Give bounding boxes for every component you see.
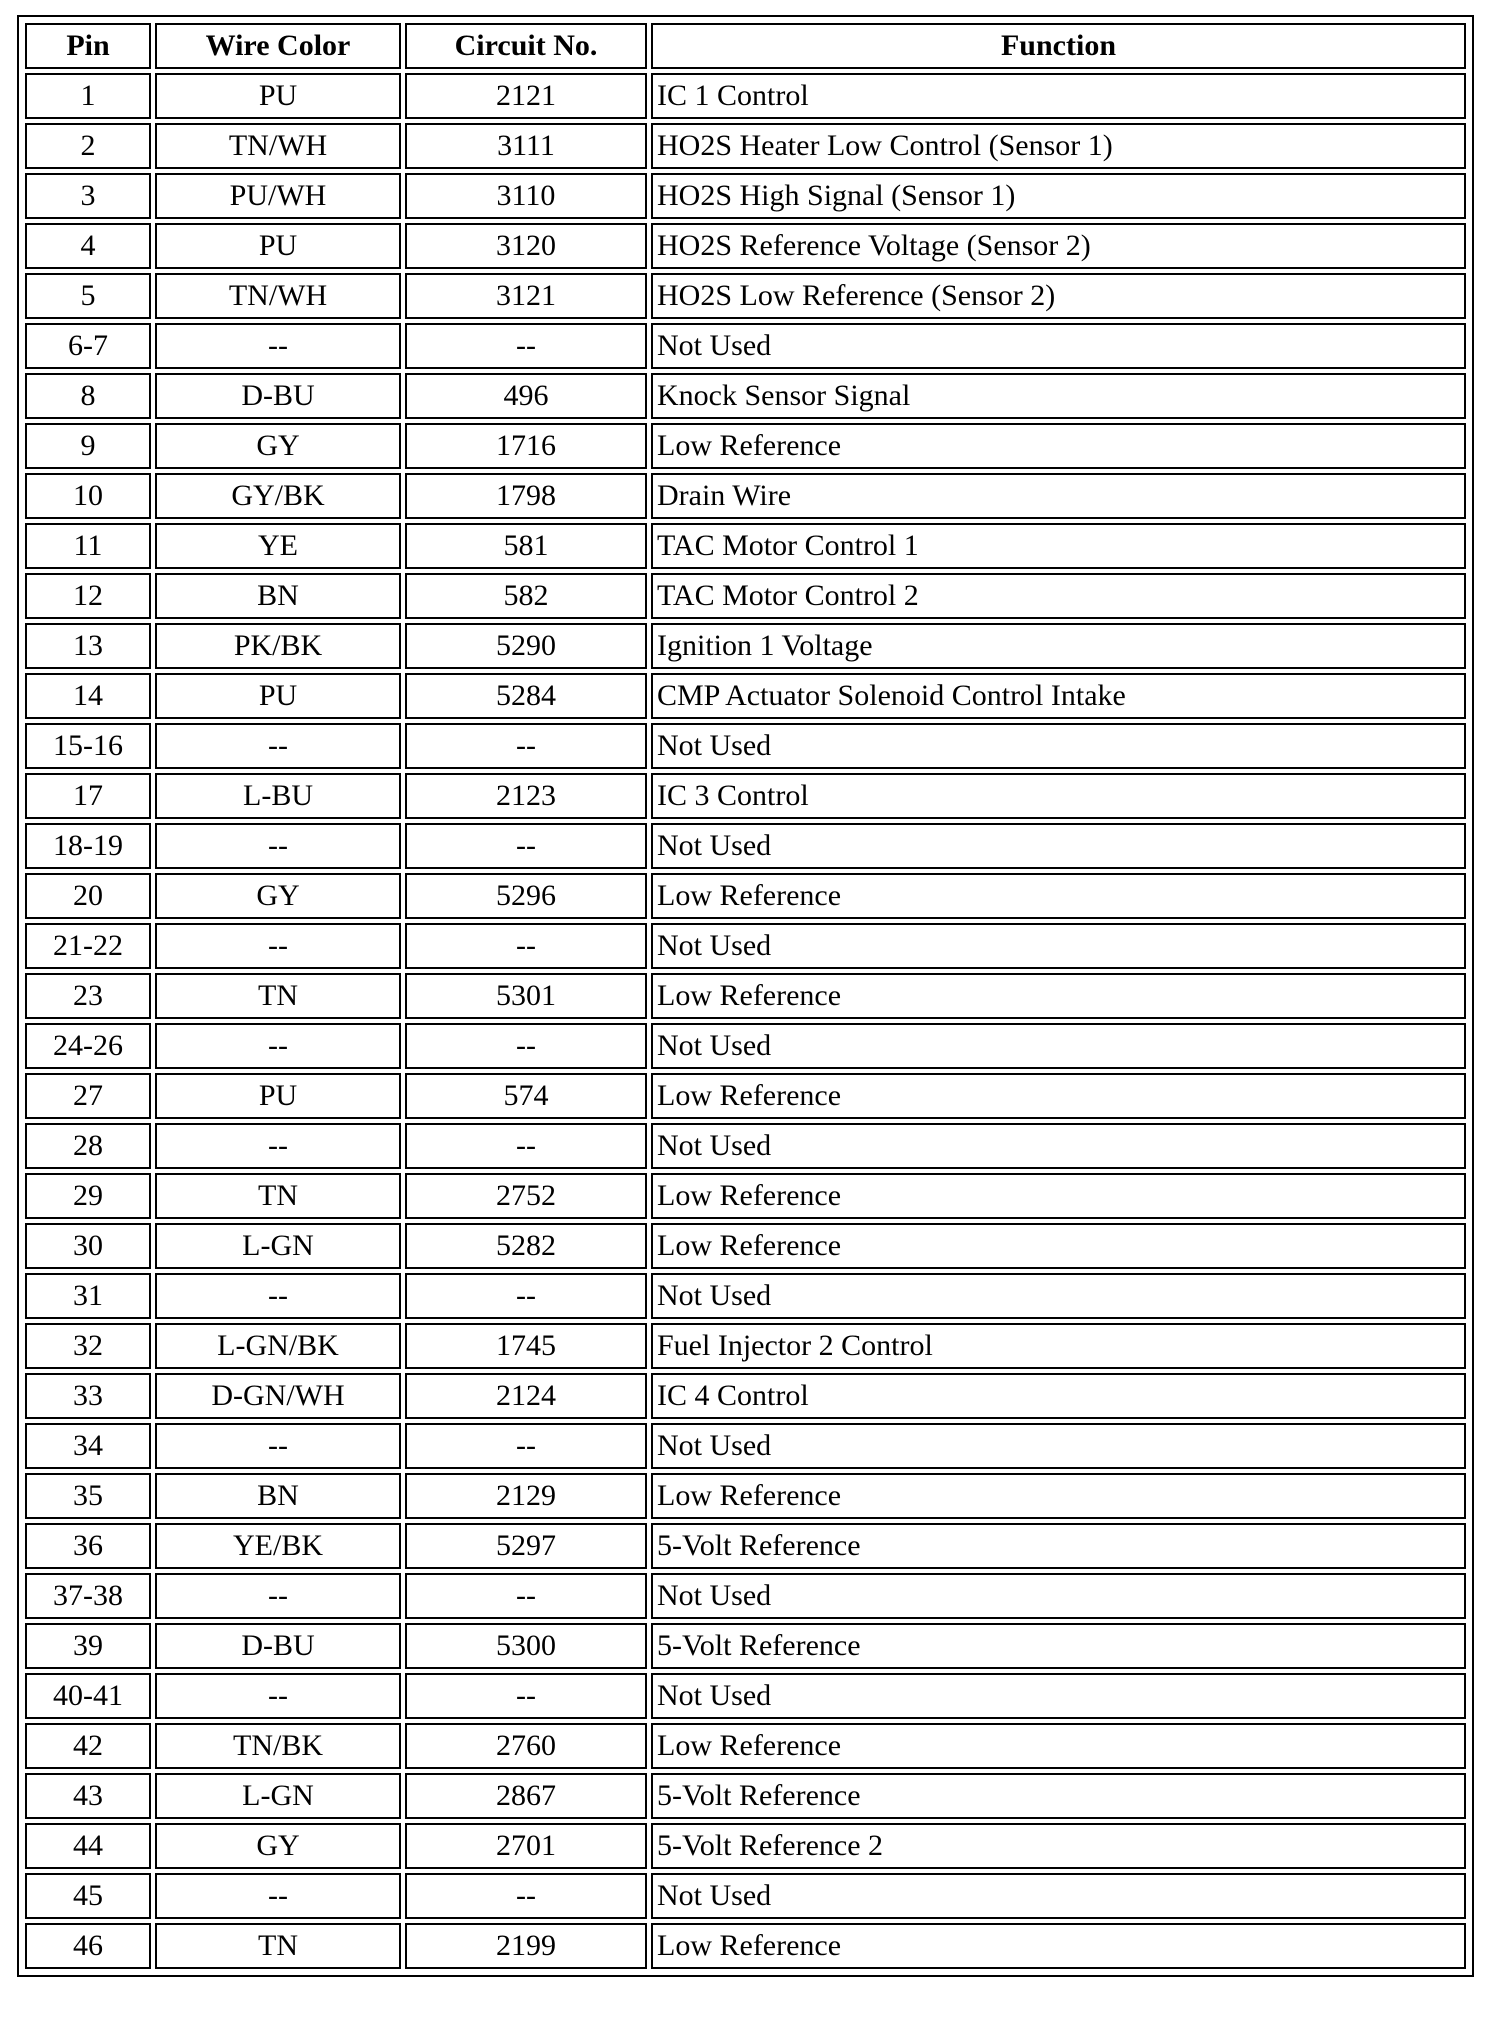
function-cell: Drain Wire [651, 473, 1466, 519]
function-cell: Low Reference [651, 973, 1466, 1019]
function-cell: TAC Motor Control 1 [651, 523, 1466, 569]
pin-cell: 44 [25, 1823, 151, 1869]
pin-cell: 28 [25, 1123, 151, 1169]
circuit-no-cell: 2701 [405, 1823, 647, 1869]
function-cell: Not Used [651, 323, 1466, 369]
function-cell: IC 4 Control [651, 1373, 1466, 1419]
table-row [25, 173, 1466, 219]
pin-cell: 35 [25, 1473, 151, 1519]
table-row [25, 373, 1466, 419]
pin-cell: 43 [25, 1773, 151, 1819]
wire-color-cell: PU [155, 673, 401, 719]
circuit-no-cell: 2199 [405, 1923, 647, 1969]
function-cell: Low Reference [651, 1723, 1466, 1769]
circuit-no-cell: 5282 [405, 1223, 647, 1269]
function-cell: 5-Volt Reference [651, 1523, 1466, 1569]
pin-cell: 36 [25, 1523, 151, 1569]
function-cell: Fuel Injector 2 Control [651, 1323, 1466, 1369]
circuit-no-cell: 1798 [405, 473, 647, 519]
circuit-no-cell: 3111 [405, 123, 647, 169]
pin-cell: 3 [25, 173, 151, 219]
header-function: Function [651, 23, 1466, 69]
function-cell: HO2S Heater Low Control (Sensor 1) [651, 123, 1466, 169]
table-row [25, 573, 1466, 619]
pin-cell: 39 [25, 1623, 151, 1669]
circuit-no-cell: 1716 [405, 423, 647, 469]
circuit-no-cell: 2760 [405, 1723, 647, 1769]
function-cell: TAC Motor Control 2 [651, 573, 1466, 619]
circuit-no-cell: -- [405, 923, 647, 969]
wire-color-cell: TN [155, 973, 401, 1019]
wire-color-cell: PU [155, 223, 401, 269]
pin-cell: 27 [25, 1073, 151, 1119]
table-row [25, 423, 1466, 469]
function-cell: 5-Volt Reference [651, 1773, 1466, 1819]
wire-color-cell: GY [155, 423, 401, 469]
pin-cell: 45 [25, 1873, 151, 1919]
wire-color-cell: D-GN/WH [155, 1373, 401, 1419]
wire-color-cell: PU [155, 73, 401, 119]
circuit-no-cell: -- [405, 1573, 647, 1619]
circuit-no-cell: 2867 [405, 1773, 647, 1819]
function-cell: Low Reference [651, 873, 1466, 919]
table-row [25, 623, 1466, 669]
pin-cell: 46 [25, 1923, 151, 1969]
table-row [25, 1223, 1466, 1269]
function-cell: Knock Sensor Signal [651, 373, 1466, 419]
pin-cell: 10 [25, 473, 151, 519]
wire-color-cell: -- [155, 1023, 401, 1069]
function-cell: Low Reference [651, 1923, 1466, 1969]
pin-cell: 14 [25, 673, 151, 719]
circuit-no-cell: -- [405, 323, 647, 369]
pin-cell: 23 [25, 973, 151, 1019]
pin-cell: 8 [25, 373, 151, 419]
wire-color-cell: L-GN [155, 1223, 401, 1269]
circuit-no-cell: -- [405, 1423, 647, 1469]
circuit-no-cell: 3120 [405, 223, 647, 269]
wire-color-cell: TN/BK [155, 1723, 401, 1769]
wire-color-cell: -- [155, 823, 401, 869]
function-cell: Not Used [651, 723, 1466, 769]
table-row [25, 1623, 1466, 1669]
wire-color-cell: TN [155, 1173, 401, 1219]
function-cell: IC 1 Control [651, 73, 1466, 119]
pin-cell: 29 [25, 1173, 151, 1219]
function-cell: Not Used [651, 1423, 1466, 1469]
wire-color-cell: D-BU [155, 373, 401, 419]
function-cell: Not Used [651, 1123, 1466, 1169]
table-row [25, 1373, 1466, 1419]
table-row [25, 223, 1466, 269]
circuit-no-cell: -- [405, 1673, 647, 1719]
table-row [25, 1923, 1466, 1969]
wire-color-cell: GY/BK [155, 473, 401, 519]
circuit-no-cell: 3110 [405, 173, 647, 219]
wire-color-cell: PK/BK [155, 623, 401, 669]
table-row [25, 73, 1466, 119]
table-row [25, 1573, 1466, 1619]
table-row [25, 873, 1466, 919]
circuit-no-cell: 574 [405, 1073, 647, 1119]
wire-color-cell: -- [155, 923, 401, 969]
wire-color-cell: TN/WH [155, 273, 401, 319]
wire-color-cell: L-GN [155, 1773, 401, 1819]
wire-color-cell: -- [155, 323, 401, 369]
circuit-no-cell: 496 [405, 373, 647, 419]
circuit-no-cell: 5290 [405, 623, 647, 669]
pin-cell: 12 [25, 573, 151, 619]
circuit-no-cell: -- [405, 1873, 647, 1919]
wire-color-cell: D-BU [155, 1623, 401, 1669]
table-row [25, 1273, 1466, 1319]
circuit-no-cell: -- [405, 723, 647, 769]
circuit-no-cell: 5301 [405, 973, 647, 1019]
pin-cell: 13 [25, 623, 151, 669]
circuit-no-cell: 2121 [405, 73, 647, 119]
pin-cell: 18-19 [25, 823, 151, 869]
wire-color-cell: -- [155, 723, 401, 769]
pin-cell: 4 [25, 223, 151, 269]
header-circuit-no: Circuit No. [405, 23, 647, 69]
wire-color-cell: PU [155, 1073, 401, 1119]
function-cell: Ignition 1 Voltage [651, 623, 1466, 669]
wire-color-cell: -- [155, 1423, 401, 1469]
circuit-no-cell: 1745 [405, 1323, 647, 1369]
pin-cell: 5 [25, 273, 151, 319]
function-cell: Not Used [651, 1873, 1466, 1919]
pin-cell: 1 [25, 73, 151, 119]
circuit-no-cell: -- [405, 823, 647, 869]
function-cell: HO2S Reference Voltage (Sensor 2) [651, 223, 1466, 269]
pin-cell: 17 [25, 773, 151, 819]
circuit-no-cell: -- [405, 1023, 647, 1069]
circuit-no-cell: -- [405, 1123, 647, 1169]
function-cell: Low Reference [651, 423, 1466, 469]
wire-color-cell: -- [155, 1123, 401, 1169]
pin-cell: 9 [25, 423, 151, 469]
pin-cell: 2 [25, 123, 151, 169]
table-row [25, 1823, 1466, 1869]
table-row [25, 1323, 1466, 1369]
wire-color-cell: YE [155, 523, 401, 569]
wire-color-cell: L-BU [155, 773, 401, 819]
circuit-no-cell: 5296 [405, 873, 647, 919]
pin-cell: 20 [25, 873, 151, 919]
wire-color-cell: BN [155, 573, 401, 619]
table-row [25, 1773, 1466, 1819]
pin-cell: 42 [25, 1723, 151, 1769]
table-row [25, 1073, 1466, 1119]
table-row [25, 1523, 1466, 1569]
circuit-no-cell: 5300 [405, 1623, 647, 1669]
table-body [25, 73, 1466, 1969]
wire-color-cell: BN [155, 1473, 401, 1519]
function-cell: Not Used [651, 1273, 1466, 1319]
function-cell: Low Reference [651, 1173, 1466, 1219]
wire-color-cell: GY [155, 1823, 401, 1869]
function-cell: Low Reference [651, 1223, 1466, 1269]
function-cell: IC 3 Control [651, 773, 1466, 819]
function-cell: HO2S High Signal (Sensor 1) [651, 173, 1466, 219]
table-row [25, 1473, 1466, 1519]
circuit-no-cell: 2129 [405, 1473, 647, 1519]
pin-cell: 32 [25, 1323, 151, 1369]
header-wire-color: Wire Color [155, 23, 401, 69]
function-cell: Not Used [651, 1023, 1466, 1069]
function-cell: Not Used [651, 923, 1466, 969]
wire-color-cell: TN [155, 1923, 401, 1969]
circuit-no-cell: 5297 [405, 1523, 647, 1569]
header-pin: Pin [25, 23, 151, 69]
table-row [25, 973, 1466, 1019]
table-row [25, 823, 1466, 869]
circuit-no-cell: 2752 [405, 1173, 647, 1219]
table-row [25, 723, 1466, 769]
function-cell: Low Reference [651, 1473, 1466, 1519]
table-row [25, 1173, 1466, 1219]
table-row [25, 1873, 1466, 1919]
function-cell: Low Reference [651, 1073, 1466, 1119]
table-row [25, 1423, 1466, 1469]
table-row [25, 923, 1466, 969]
wire-color-cell: -- [155, 1673, 401, 1719]
connector-pinout-table-frame [17, 15, 1474, 1977]
wire-color-cell: YE/BK [155, 1523, 401, 1569]
pin-cell: 31 [25, 1273, 151, 1319]
pin-cell: 34 [25, 1423, 151, 1469]
circuit-no-cell: 3121 [405, 273, 647, 319]
function-cell: 5-Volt Reference 2 [651, 1823, 1466, 1869]
wire-color-cell: GY [155, 873, 401, 919]
pin-cell: 37-38 [25, 1573, 151, 1619]
wire-color-cell: -- [155, 1873, 401, 1919]
circuit-no-cell: 582 [405, 573, 647, 619]
function-cell: HO2S Low Reference (Sensor 2) [651, 273, 1466, 319]
table-header-row [25, 23, 1466, 69]
table-row [25, 1123, 1466, 1169]
pin-cell: 24-26 [25, 1023, 151, 1069]
table-row [25, 673, 1466, 719]
pin-cell: 40-41 [25, 1673, 151, 1719]
connector-pinout-table [21, 19, 1470, 1973]
wire-color-cell: PU/WH [155, 173, 401, 219]
table-row [25, 1723, 1466, 1769]
circuit-no-cell: 581 [405, 523, 647, 569]
wire-color-cell: -- [155, 1573, 401, 1619]
wire-color-cell: TN/WH [155, 123, 401, 169]
function-cell: Not Used [651, 823, 1466, 869]
wire-color-cell: -- [155, 1273, 401, 1319]
function-cell: CMP Actuator Solenoid Control Intake [651, 673, 1466, 719]
table-row [25, 523, 1466, 569]
table-row [25, 273, 1466, 319]
pin-cell: 15-16 [25, 723, 151, 769]
function-cell: Not Used [651, 1573, 1466, 1619]
circuit-no-cell: -- [405, 1273, 647, 1319]
table-row [25, 1023, 1466, 1069]
pin-cell: 21-22 [25, 923, 151, 969]
pin-cell: 30 [25, 1223, 151, 1269]
table-row [25, 323, 1466, 369]
wire-color-cell: L-GN/BK [155, 1323, 401, 1369]
table-row [25, 773, 1466, 819]
table-row [25, 473, 1466, 519]
circuit-no-cell: 2123 [405, 773, 647, 819]
table-row [25, 123, 1466, 169]
pin-cell: 33 [25, 1373, 151, 1419]
table-row [25, 1673, 1466, 1719]
pin-cell: 11 [25, 523, 151, 569]
pin-cell: 6-7 [25, 323, 151, 369]
circuit-no-cell: 2124 [405, 1373, 647, 1419]
circuit-no-cell: 5284 [405, 673, 647, 719]
function-cell: Not Used [651, 1673, 1466, 1719]
function-cell: 5-Volt Reference [651, 1623, 1466, 1669]
